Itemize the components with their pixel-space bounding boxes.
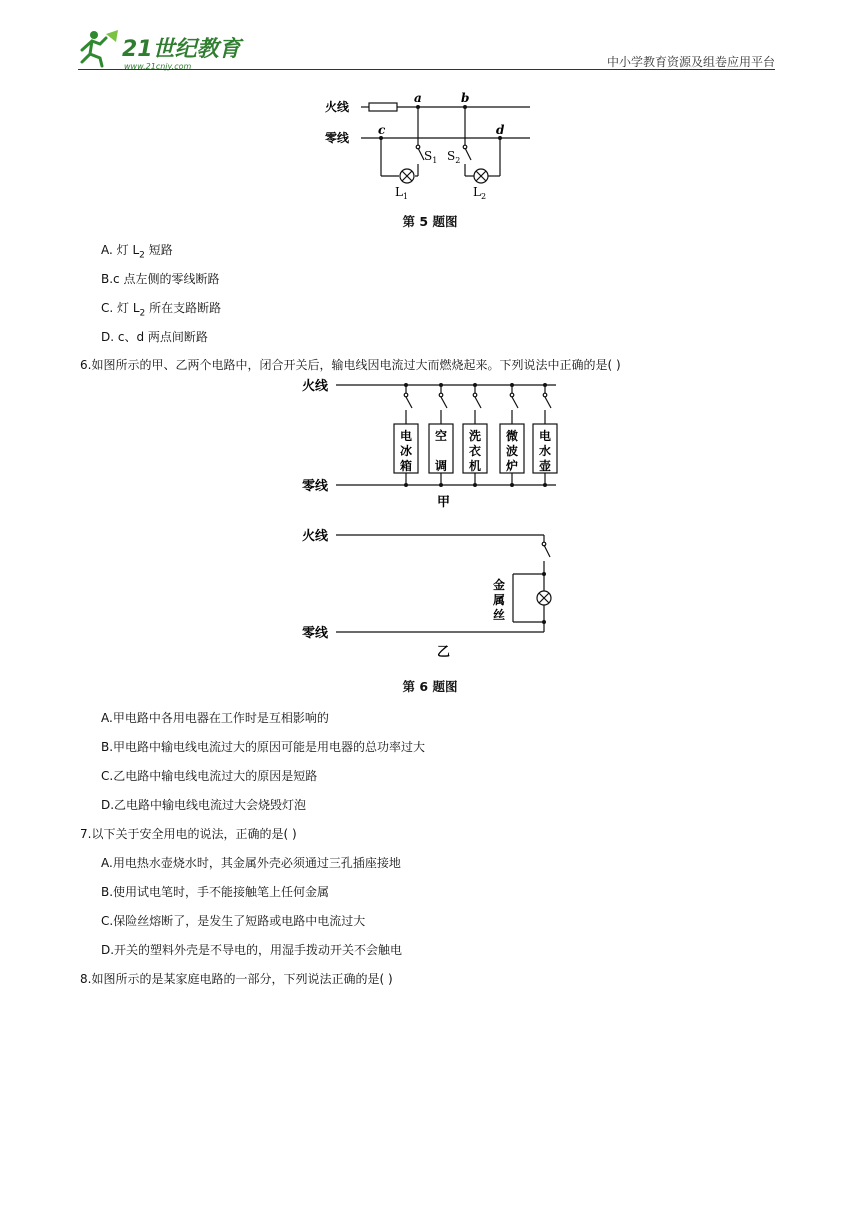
jia-appliance-label-kettle-1: 电 <box>539 429 552 443</box>
logo-text: 21世纪教育 <box>122 37 241 62</box>
logo <box>78 28 248 72</box>
jia-appliance-label-microwave-1: 微 <box>506 429 519 443</box>
q6-option-b: B.甲电路中输电线电流过大的原因可能是用电器的总功率过大 <box>101 740 426 754</box>
q7-option-a: A.用电热水壶烧水时，其金属外壳必须通过三孔插座接地 <box>101 856 401 870</box>
jia-appliance-label-aircon-1: 空 <box>435 429 448 443</box>
jia-branch-aircon <box>429 383 453 487</box>
jia-appliance-label-washer-3: 机 <box>469 459 482 473</box>
q5-option-d: D. c、d 两点间断路 <box>101 330 208 344</box>
yi-wire-label-1: 金 <box>493 578 506 592</box>
fig5-point-a: a <box>414 91 422 105</box>
yi-wire-label-3: 丝 <box>493 608 506 622</box>
jia-branch-kettle <box>533 383 557 487</box>
page-header <box>78 28 775 72</box>
header-divider <box>78 69 775 70</box>
jia-live-label: 火线 <box>302 379 329 394</box>
fig5-live-label: 火线 <box>325 100 350 114</box>
fig5-neutral-label: 零线 <box>325 131 350 145</box>
jia-appliance-label-fridge-2: 冰 <box>400 444 413 458</box>
q5-option-c: C. 灯 $L_2$ 所在支路断路 <box>101 301 222 319</box>
q5-option-a: A. 灯 $L_2$ 短路 <box>101 243 173 261</box>
fig5-point-b: b <box>461 91 470 105</box>
fig5-point-c: c <box>378 123 386 137</box>
q6-option-d: D.乙电路中输电线电流过大会烧毁灯泡 <box>101 798 307 812</box>
q7-option-b: B.使用试电笔时，手不能接触笔上任何金属 <box>101 885 330 899</box>
fig5-switch-s1: $S_1$ <box>424 149 438 165</box>
yi-label: 乙 <box>437 645 451 660</box>
fig5-switch-s2: $S_2$ <box>447 149 461 165</box>
jia-appliance-label-kettle-3: 壶 <box>539 459 552 473</box>
fig5-lamp-l2: $L_2$ <box>473 185 487 201</box>
q6-option-a: A.甲电路中各用电器在工作时是互相影响的 <box>101 711 329 725</box>
fig5-point-d: d <box>496 123 505 137</box>
q7-option-d: D.开关的塑料外壳是不导电的，用湿手拨动开关不会触电 <box>101 943 403 957</box>
yi-neutral-label: 零线 <box>302 626 329 641</box>
jia-appliance-label-microwave-3: 炉 <box>506 459 519 473</box>
q7-option-c: C.保险丝熔断了，是发生了短路或电路中电流过大 <box>101 914 366 928</box>
yi-live-label: 火线 <box>302 529 329 544</box>
platform-name: 中小学教育资源及组卷应用平台 <box>606 55 775 69</box>
jia-appliance-branches <box>394 383 557 487</box>
logo-url: www.21cnjy.com <box>124 62 192 71</box>
figure-6-yi-circuit <box>300 524 570 660</box>
runner-icon <box>82 30 118 66</box>
figure-5-circuit <box>325 90 540 202</box>
jia-branch-fridge <box>394 383 418 487</box>
jia-appliance-label-microwave-2: 波 <box>506 444 519 458</box>
figure-6-jia-circuit <box>300 374 570 514</box>
jia-appliance-label-washer-2: 衣 <box>469 444 482 458</box>
jia-appliance-label-fridge-1: 电 <box>400 429 413 443</box>
jia-branch-washer <box>463 383 487 487</box>
jia-branch-microwave <box>500 383 524 487</box>
jia-appliance-label-fridge-3: 箱 <box>400 459 413 473</box>
jia-appliance-label-aircon-3: 调 <box>435 459 448 473</box>
fig5-lamp-l1: $L_1$ <box>395 185 409 201</box>
q6-stem: 6.如图所示的甲、乙两个电路中，闭合开关后，输电线因电流过大而燃烧起来。下列说法中正确的是( ) <box>80 358 621 372</box>
jia-label: 甲 <box>437 495 451 510</box>
fig5-caption: 第 5 题图 <box>402 214 458 229</box>
q7-stem: 7.以下关于安全用电的说法，正确的是( ) <box>80 827 297 841</box>
q6-option-c: C.乙电路中输电线电流过大的原因是短路 <box>101 769 318 783</box>
jia-appliance-label-kettle-2: 水 <box>539 444 552 458</box>
fig6-caption: 第 6 题图 <box>402 679 458 694</box>
q5-option-b: B.c 点左侧的零线断路 <box>101 272 220 286</box>
jia-neutral-label: 零线 <box>302 479 329 494</box>
jia-appliance-label-washer-1: 洗 <box>469 429 482 443</box>
q8-stem: 8.如图所示的是某家庭电路的一部分，下列说法正确的是( ) <box>80 972 393 986</box>
yi-wire-label-2: 属 <box>493 593 506 607</box>
